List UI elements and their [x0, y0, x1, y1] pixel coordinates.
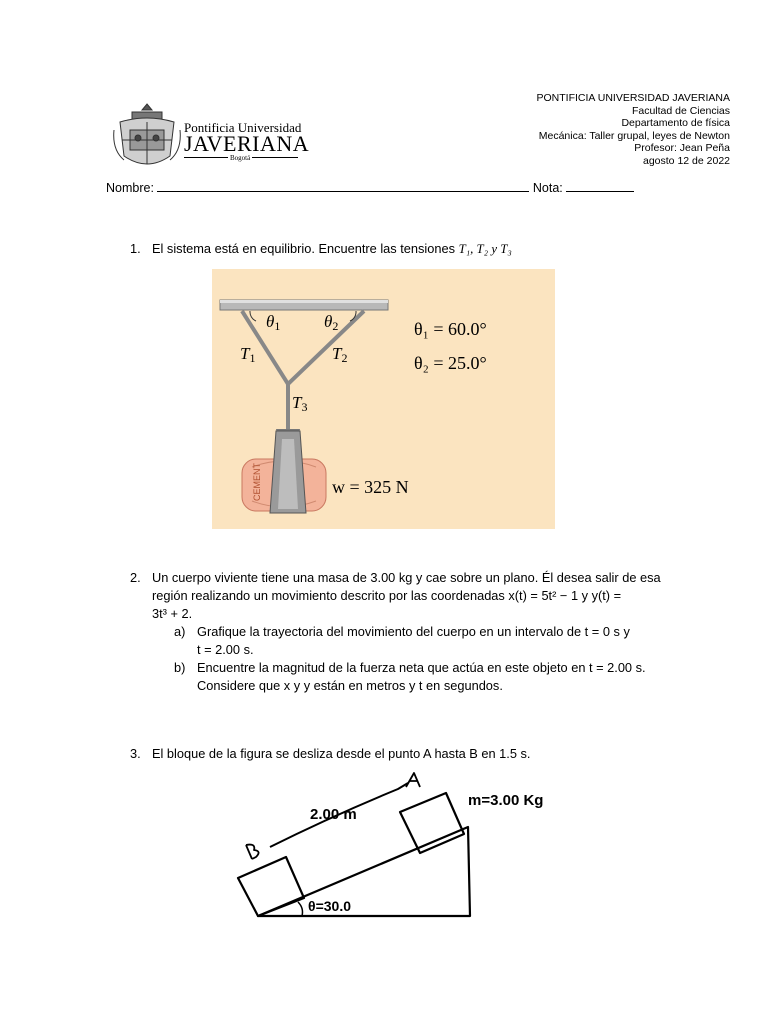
coat-of-arms-icon: [112, 100, 182, 172]
t1-tension-label: [240, 344, 255, 366]
question-2a-label: a): [174, 624, 186, 639]
question-2b-label: b): [174, 660, 186, 675]
incline-diagram: [230, 765, 570, 925]
t1-subscript: 1: [249, 351, 256, 365]
header-line-course: Mecánica: Taller grupal, leyes de Newton: [538, 129, 730, 142]
question-2a-line-2: t = 2.00 s.: [197, 642, 254, 657]
header-line-faculty: Facultad de Ciencias: [631, 104, 730, 117]
distance-label: 2.00 m: [310, 806, 357, 823]
question-1-number: 1.: [130, 241, 141, 256]
name-label: Nombre:: [106, 181, 154, 195]
theta2-subscript: 2: [332, 319, 339, 333]
t3-subscript: 3: [301, 400, 308, 414]
logo-line-pontificia: Pontificia Universidad: [184, 120, 302, 135]
theta2-symbol: θ: [324, 312, 333, 331]
logo-line-javeriana: JAVERIANA: [184, 131, 310, 156]
theta1-subscript: 1: [274, 319, 281, 333]
logo-rule-right: [252, 157, 298, 158]
header-line-university: PONTIFICIA UNIVERSIDAD JAVERIANA: [536, 92, 730, 104]
question-1-prompt: El sistema está en equilibrio. Encuentre las tensiones: [152, 241, 459, 256]
question-2-line-1: Un cuerpo viviente tiene una masa de 3.00 kg y cae sobre un plano. Él desea salir de esa: [152, 570, 661, 585]
question-2-line-3: 3t³ + 2.: [152, 606, 193, 621]
angle-label: θ=30.0: [308, 898, 351, 914]
header-line-department: Departamento de física: [621, 117, 730, 130]
student-info-line: [106, 181, 634, 195]
grade-field[interactable]: [566, 181, 634, 192]
question-1-variables: T₁, T₂ y T₃: [458, 242, 512, 256]
name-field[interactable]: [157, 181, 529, 192]
question-1-text: [152, 240, 512, 258]
point-b-label: [242, 839, 255, 860]
question-3-number: 3.: [130, 746, 141, 761]
t3-symbol: T: [292, 393, 302, 412]
t2-tension-label: [332, 344, 347, 366]
grade-label: Nota:: [532, 181, 563, 195]
theta2-value: θ₂ = 25.0°: [414, 353, 487, 373]
institution-header: [536, 92, 730, 168]
t1-symbol: T: [240, 344, 250, 363]
question-2b-line-2: Considere que x y y están en metros y t en segundos.: [197, 678, 503, 693]
theta1-value: θ₁ = 60.0°: [414, 319, 487, 339]
logo-rule-left: [184, 157, 228, 158]
mass-label: m=3.00 Kg: [468, 792, 544, 809]
logo-line-bogota: Bogotá: [230, 154, 251, 162]
question-2-number: 2.: [130, 570, 141, 585]
question-3-text: El bloque de la figura se desliza desde el punto A hasta B en 1.5 s.: [152, 746, 531, 761]
tension-diagram: [212, 269, 555, 529]
point-a-label: [400, 769, 413, 790]
question-2-line-2: región realizando un movimiento descrito por las coordenadas x(t) = 5t² − 1 y y(t) =: [152, 588, 622, 603]
t2-symbol: T: [332, 344, 342, 363]
question-2b-line-1: Encuentre la magnitud de la fuerza neta que actúa en este objeto en t = 2.00 s.: [197, 660, 646, 675]
theta2-angle-label: [324, 312, 338, 334]
theta1-angle-label: [266, 312, 280, 334]
bag-label: CEMENT: [252, 463, 262, 501]
question-2a-line-1: Grafique la trayectoria del movimiento del cuerpo en un intervalo de t = 0 s y: [197, 624, 630, 639]
t2-subscript: 2: [341, 351, 348, 365]
t3-tension-label: [292, 393, 307, 415]
university-logo: [112, 100, 312, 172]
header-line-professor: Profesor: Jean Peña: [634, 142, 730, 155]
theta1-symbol: θ: [266, 312, 275, 331]
weight-value: w = 325 N: [332, 477, 409, 497]
header-line-date: agosto 12 de 2022: [643, 154, 730, 167]
